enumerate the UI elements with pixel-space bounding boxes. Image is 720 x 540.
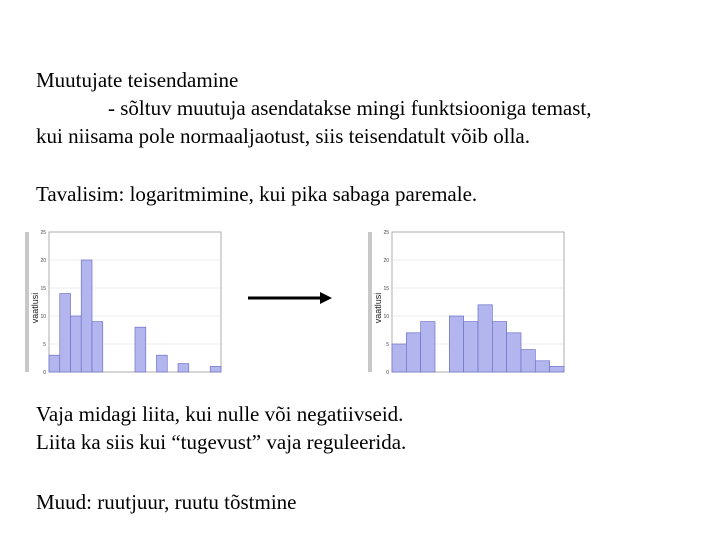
y-tick-label: 10 <box>383 314 389 320</box>
y-tick-label: 25 <box>383 230 389 236</box>
transform-arrow-icon <box>246 290 334 306</box>
histogram-bar <box>521 350 535 372</box>
histogram-bar <box>478 305 492 372</box>
histogram-bar <box>421 322 435 372</box>
y-tick-label: 15 <box>383 286 389 292</box>
note-line-2: Liita ka siis kui “tugevust” vaja reguleerida. <box>36 430 407 454</box>
y-tick-label: 25 <box>40 230 46 236</box>
y-axis-label: vaatlusi <box>30 292 40 324</box>
histogram-bar <box>81 260 92 372</box>
histogram-bar <box>135 327 146 372</box>
histogram-bar <box>210 366 221 372</box>
histogram-bar <box>71 316 82 372</box>
slide-title: Muutujate teisendamine <box>36 68 239 92</box>
y-axis-label: vaatlusi <box>373 292 383 324</box>
y-tick-label: 10 <box>40 314 46 320</box>
description-line-1: - sõltuv muutuja asendatakse mingi funktsiooniga temast, <box>108 96 592 120</box>
histogram-bar <box>535 361 549 372</box>
histogram-bar <box>178 364 189 372</box>
histogram-after <box>368 228 568 376</box>
y-tick-label: 0 <box>386 370 389 376</box>
histogram-bar <box>60 294 71 372</box>
histogram-bar <box>492 322 506 372</box>
y-tick-label: 20 <box>40 258 46 264</box>
histogram-bar <box>464 322 478 372</box>
y-tick-label: 5 <box>386 342 389 348</box>
histogram-bar <box>392 344 406 372</box>
y-tick-label: 15 <box>40 286 46 292</box>
histogram-bar <box>406 333 420 372</box>
histogram-bar <box>157 355 168 372</box>
description-line-2: kui niisama pole normaaljaotust, siis teisendatult võib olla. <box>36 124 531 148</box>
other-transforms-text: Muud: ruutjuur, ruutu tõstmine <box>36 490 297 514</box>
histogram-bar <box>92 322 103 372</box>
histogram-bar <box>507 333 521 372</box>
histogram-before <box>25 228 225 376</box>
y-tick-label: 0 <box>43 370 46 376</box>
histogram-bar <box>449 316 463 372</box>
y-tick-label: 20 <box>383 258 389 264</box>
y-tick-label: 5 <box>43 342 46 348</box>
histogram-bar <box>550 366 564 372</box>
note-line-1: Vaja midagi liita, kui nulle või negatiivseid. <box>36 402 404 426</box>
histogram-bar <box>49 355 60 372</box>
common-transform-text: Tavalisim: logaritmimine, kui pika sabaga paremale. <box>36 182 478 206</box>
